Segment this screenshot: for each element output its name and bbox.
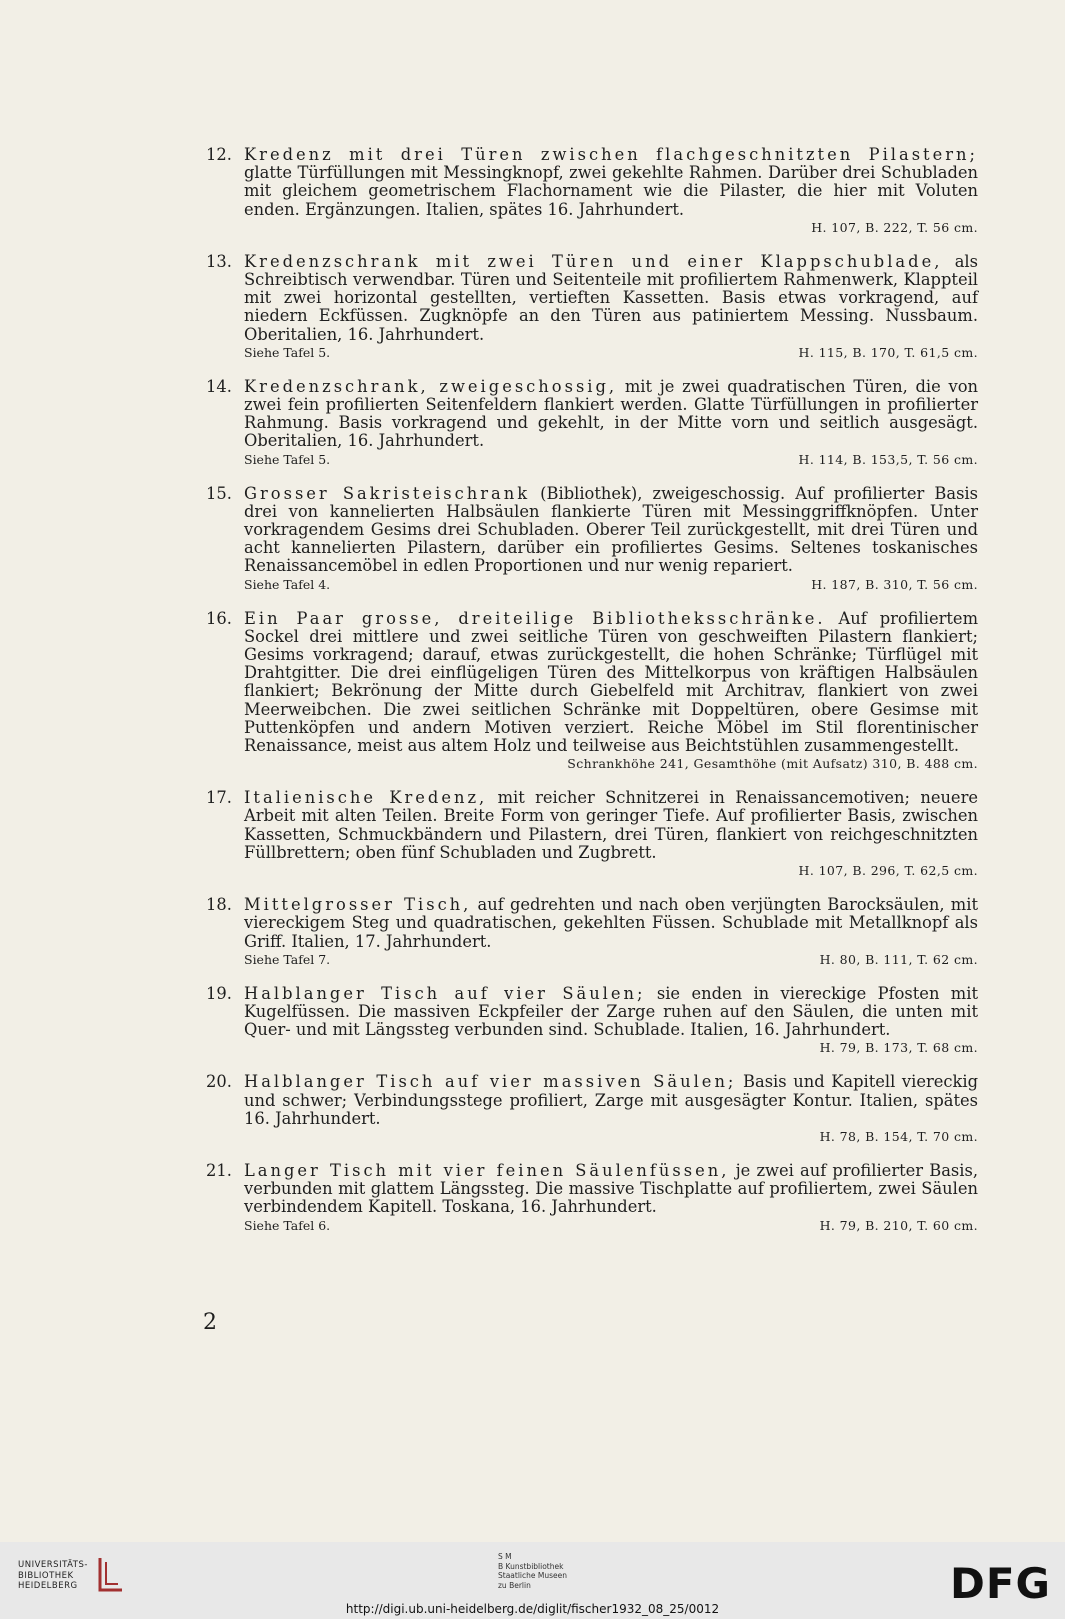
entry-footer-line <box>244 862 978 879</box>
entry-number: 18. <box>206 895 232 915</box>
entry-body <box>244 610 978 773</box>
uni-heidelberg-label[interactable] <box>18 1560 88 1592</box>
dimensions: H. 114, B. 153,5, T. 56 cm. <box>798 451 978 467</box>
entry-number: 17. <box>206 788 232 808</box>
catalog-entry <box>206 789 978 879</box>
entry-number: 16. <box>206 608 232 628</box>
entry-body <box>244 1162 978 1234</box>
entry-number: 14. <box>206 376 232 396</box>
entry-body <box>244 485 978 593</box>
dimensions: Schrankhöhe 241, Gesamthöhe (mit Aufsatz) 310, B. 488 cm. <box>567 756 978 772</box>
entry-footer-line <box>244 951 978 968</box>
entry-text-block <box>244 610 978 756</box>
entry-number: 13. <box>206 251 232 271</box>
catalog-entry <box>206 610 978 773</box>
entry-text-block <box>244 1073 978 1128</box>
entry-number: 15. <box>206 483 232 503</box>
plate-reference: Siehe Tafel 5. <box>244 344 331 360</box>
entry-number: 20. <box>206 1072 232 1092</box>
entry-text-block <box>244 146 978 219</box>
entry-title: Halblanger Tisch auf vier massiven Säulen; <box>244 1072 737 1092</box>
entry-body <box>244 789 978 879</box>
page-number: 2 <box>203 1310 217 1335</box>
entry-description: Basis und Kapitell viereckig und schwer; Verbindungsstege profiliert, Zarge mit ausgesägter Kontur. Italien, spätes 16. Jahrhundert. <box>244 1072 978 1128</box>
entry-body <box>244 253 978 361</box>
entry-text-block <box>244 485 978 576</box>
entry-number: 21. <box>206 1160 232 1180</box>
entry-text-block <box>244 896 978 951</box>
catalog-entries <box>206 146 978 1251</box>
entry-description: mit je zwei quadratischen Türen, die von zwei fein profilierten Seitenfeldern flankiert werden. Glatte Türfüllungen in profilierter Rahmung. Basis vorkragend und gekehlt, in der Mitte vorn und seitlich ausgesägt. Oberitalien, 16. Jahrhundert. <box>244 376 978 451</box>
footer-bar <box>0 1542 1065 1619</box>
dfg-logo[interactable]: DFG <box>949 1559 1051 1608</box>
plate-reference: Siehe Tafel 4. <box>244 576 331 592</box>
entry-number: 12. <box>206 145 232 164</box>
dimensions: H. 78, B. 154, T. 70 cm. <box>819 1128 978 1144</box>
entry-title: Langer Tisch mit vier feinen Säulenfüssen, <box>244 1160 730 1180</box>
entry-text-block <box>244 378 978 451</box>
entry-description: je zwei auf profilierter Basis, verbunden mit glattem Längssteg. Die massive Tischplatte auf profiliertem, zwei Säulen verbindendem Kapitell. Toskana, 16. Jahrhundert. <box>244 1160 978 1217</box>
entry-description: sie enden in viereckige Pfosten mit Kugelfüssen. Die massiven Eckpfeiler der Zarge ruhen auf den Säulen, die unten mit Quer- und mit Längssteg verbunden sind. Schublade. Italien, 16. Jahrhundert. <box>244 983 978 1040</box>
entry-footer-line <box>244 1128 978 1145</box>
entry-title: Grosser Sakristeischrank <box>244 483 531 503</box>
entry-text-block <box>244 253 978 344</box>
kunstbibliothek-label[interactable] <box>498 1552 567 1590</box>
entry-footer-line <box>244 576 978 593</box>
entry-description: (Bibliothek), zweigeschossig. Auf profilierter Basis drei von kannelierten Halbsäulen flankierte Türen mit Messinggriffknöpfen. Unter vorkragendem Gesims drei Schubladen. Oberer Teil zurückgestellt, mit drei Türen und acht kannelierten Pilastern, darüber ein profiliertes Gesims. Seltenes toskanisches Renaissancemöbel in edlen Proportionen und nur wenig repariert. <box>244 483 978 576</box>
plate-reference: Siehe Tafel 7. <box>244 951 331 967</box>
entry-footer-line <box>244 1217 978 1234</box>
entry-number: 19. <box>206 983 232 1003</box>
entry-body <box>244 1073 978 1145</box>
kb-line-2: Staatliche Museen <box>498 1571 567 1580</box>
uni-line-3: HEIDELBERG <box>18 1581 78 1591</box>
entry-footer-line <box>244 219 978 236</box>
entry-footer-line <box>244 1039 978 1056</box>
entry-description: auf gedrehten und nach oben verjüngten Barocksäulen, mit viereckigem Steg und quadratischen, gekehlten Füssen. Schublade mit Metallknopf als Griff. Italien, 17. Jahrhundert. <box>244 895 978 951</box>
catalog-entry <box>206 378 978 468</box>
entry-description: mit reicher Schnitzerei in Renaissancemotiven; neuere Arbeit mit alten Teilen. Breite Form von geringer Tiefe. Auf profilierter Basis, zwischen Kassetten, Schmuckbändern und Pilastern, drei Türen, flankiert von reichgeschnitzten Füllbrettern; oben fünf Schubladen und Zugbrett. <box>244 788 978 862</box>
catalog-entry <box>206 985 978 1057</box>
catalog-entry <box>206 1073 978 1145</box>
entry-title: Halblanger Tisch auf vier Säulen; <box>244 983 646 1003</box>
dimensions: H. 79, B. 210, T. 60 cm. <box>819 1217 978 1233</box>
entry-description: als Schreibtisch verwendbar. Türen und Seitenteile mit profiliertem Rahmenwerk, Klappteil mit zwei horizontal gestellten, vertieften Kassetten. Basis etwas vorkragend, auf niedern Eckfüssen. Zugknöpfe an den Türen aus patiniertem Messing. Nussbaum. Oberitalien, 16. Jahrhundert. <box>244 251 978 344</box>
entry-footer-line <box>244 344 978 361</box>
plate-reference: Siehe Tafel 5. <box>244 451 331 467</box>
entry-title: Ein Paar grosse, dreiteilige Bibliotheksschränke. <box>244 608 826 628</box>
entry-body <box>244 985 978 1057</box>
dimensions: H. 107, B. 296, T. 62,5 cm. <box>798 863 978 879</box>
entry-title: Kredenz mit drei Türen zwischen flachgeschnitzten Pilastern; <box>244 145 978 164</box>
uni-heidelberg-logo-icon <box>96 1556 126 1594</box>
catalog-entry <box>206 146 978 236</box>
kb-line-3: zu Berlin <box>498 1580 531 1590</box>
sm-label: S M <box>498 1552 512 1561</box>
entry-text-block <box>244 1162 978 1217</box>
entry-body <box>244 896 978 968</box>
entry-description: Auf profiliertem Sockel drei mittlere und zwei seitliche Türen von geschweiften Pilastern flankiert; Gesims vorkragend; darauf, etwas zurückgestellt, die hohen Schränke; Türflügel mit Drahtgitter. Die drei einflügeligen Türen des Mittelkorpus von kräftigen Halbsäulen flankiert; Bekrönung der Mitte durch Giebelfeld mit Architrav, flankiert von zwei Meerweibchen. Die zwei seitlichen Schränke mit Doppeltüren, obere Gesimse mit Puttenköpfen und andern Motiven verziert. Reiche Möbel im Stil florentinischer Renaissance, meist aus altem Holz und teilweise aus Beichtstühlen zusammengestellt. <box>244 608 979 756</box>
entry-text-block <box>244 985 978 1040</box>
dimensions: H. 80, B. 111, T. 62 cm. <box>819 951 978 967</box>
dimensions: H. 187, B. 310, T. 56 cm. <box>811 576 978 592</box>
uni-line-1: UNIVERSITÄTS- <box>18 1560 88 1570</box>
entry-description: glatte Türfüllungen mit Messingknopf, zwei gekehlte Rahmen. Darüber drei Schubladen mit gleichem geometrischem Flachornament wie die Pilaster, die hier mit Voluten enden. Ergänzungen. Italien, spätes 16. Jahrhundert. <box>244 163 978 219</box>
uni-line-2: BIBLIOTHEK <box>18 1570 74 1581</box>
entry-title: Kredenzschrank mit zwei Türen und einer Klappschublade, <box>244 251 943 271</box>
entry-footer-line <box>244 451 978 468</box>
entry-body <box>244 378 978 468</box>
entry-title: Italienische Kredenz, <box>244 788 488 808</box>
entry-text-block <box>244 789 978 862</box>
plate-reference: Siehe Tafel 6. <box>244 1217 331 1233</box>
entry-body <box>244 146 978 236</box>
catalog-entry <box>206 253 978 361</box>
catalog-entry <box>206 896 978 968</box>
catalog-entry <box>206 485 978 593</box>
entry-title: Kredenzschrank, zweigeschossig, <box>244 376 618 396</box>
dimensions: H. 115, B. 170, T. 61,5 cm. <box>798 344 978 360</box>
kb-line-1: B Kunstbibliothek <box>498 1561 564 1571</box>
entry-footer-line <box>244 755 978 772</box>
dimensions: H. 79, B. 173, T. 68 cm. <box>819 1040 978 1056</box>
entry-title: Mittelgrosser Tisch, <box>244 895 472 915</box>
catalog-entry <box>206 1162 978 1234</box>
source-url[interactable]: http://digi.ub.uni-heidelberg.de/diglit/fischer1932_08_25/0012 <box>345 1602 720 1616</box>
dimensions: H. 107, B. 222, T. 56 cm. <box>811 219 978 235</box>
